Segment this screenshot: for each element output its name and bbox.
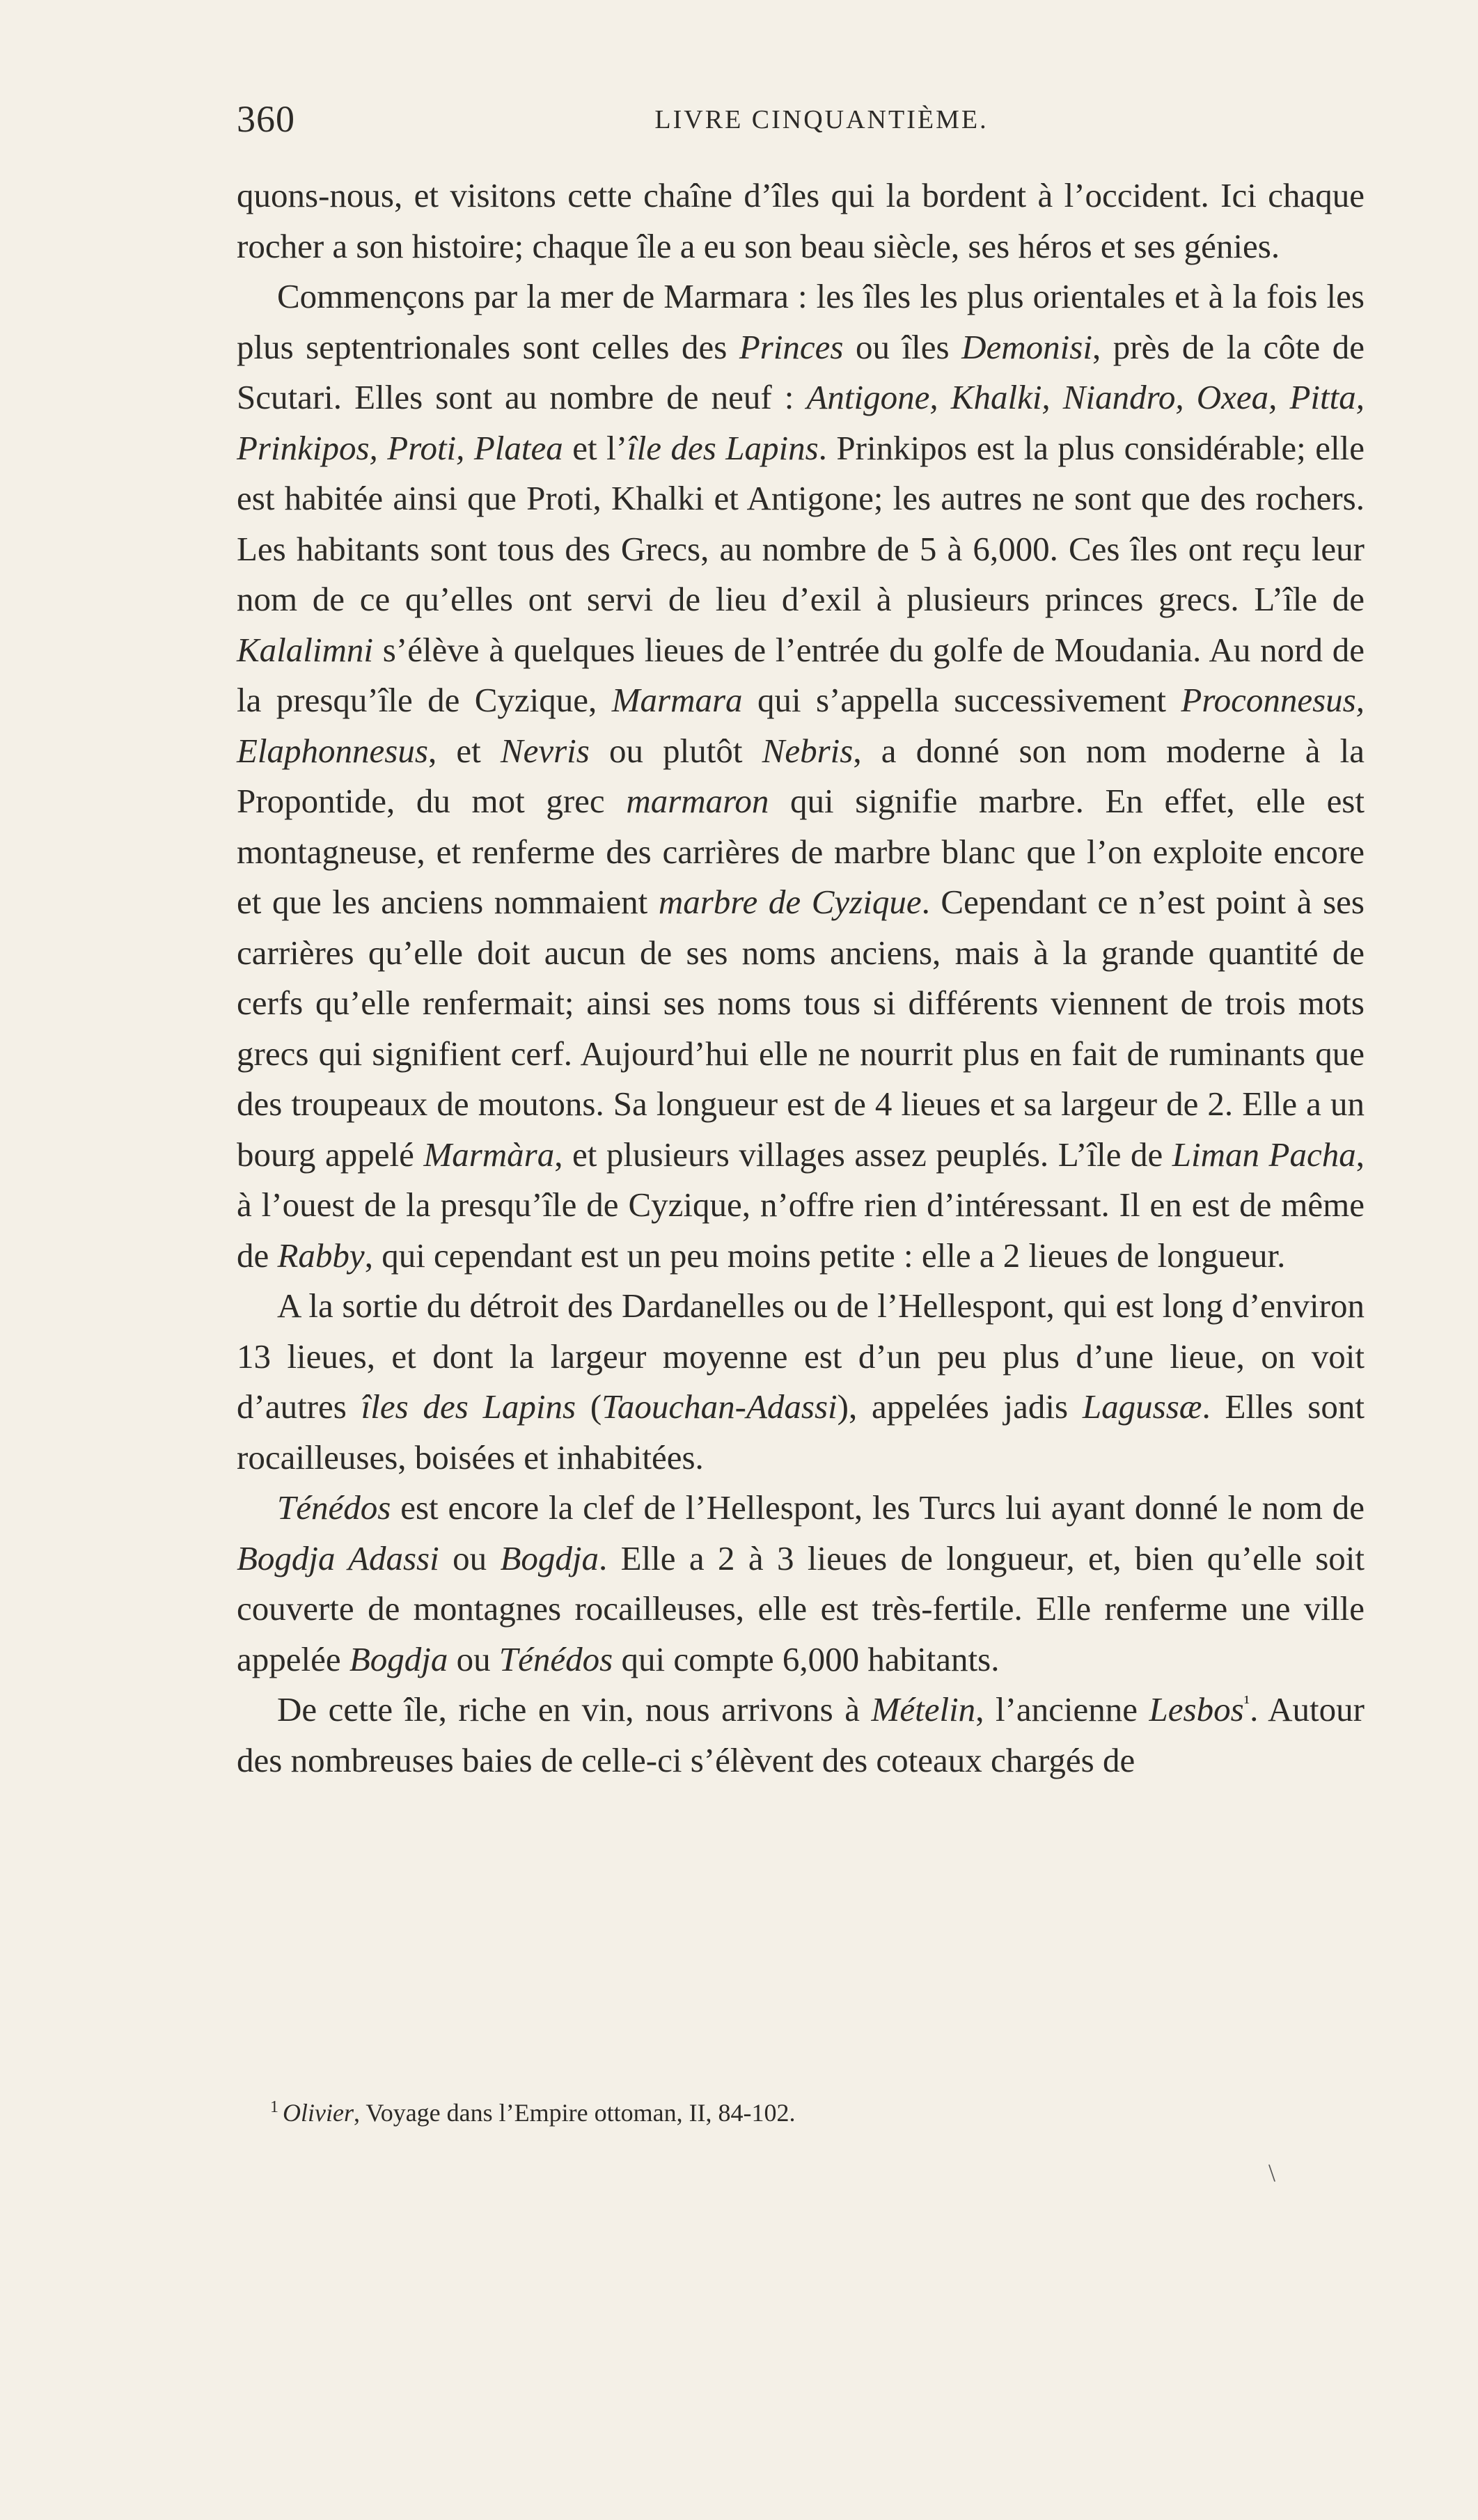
stray-mark: \ xyxy=(1268,2159,1276,2187)
text-run: qui s’appella successivement xyxy=(742,681,1181,719)
text-run: ( xyxy=(576,1387,602,1426)
italic-term: îles des Lapins xyxy=(361,1387,576,1426)
text-run: ou îles xyxy=(843,327,962,366)
text-run: . Cependant ce n’est point à ses carrières qu’elle doit aucun de ses noms anciens, mais à la grande quantité de cerfs qu’elle renfermait; ainsi ses noms tous si différents viennent de trois mots grecs qui signifient cerf. Aujourd’hui elle ne nourrit plus en fait de ruminants que des troupeaux de moutons. Sa longueur est de 4 lieues et sa largeur de 2. Elle a un bourg appelé xyxy=(237,883,1365,1174)
text-run: ou plutôt xyxy=(589,731,762,770)
paragraph xyxy=(237,1685,1365,1786)
text-run: qui compte 6,000 habitants. xyxy=(613,1639,1000,1678)
paragraph xyxy=(237,171,1365,271)
paragraph xyxy=(237,1281,1365,1483)
running-title: LIVRE CINQUANTIÈME. xyxy=(654,105,989,134)
italic-term: île des Lapins xyxy=(627,428,819,467)
italic-term: Nevris xyxy=(500,731,590,770)
text-run: , a donné son nom moderne à la Propontide, du mot grec xyxy=(237,731,1365,820)
italic-term: Liman Pacha xyxy=(1172,1135,1356,1174)
text-run: ), appelées jadis xyxy=(837,1387,1083,1426)
italic-term: Marmara xyxy=(611,681,743,719)
text-run: . Elles sont rocailleuses, boisées et inhabitées. xyxy=(237,1387,1365,1476)
italic-term: Princes xyxy=(739,327,844,366)
italic-term: Demonisi xyxy=(961,327,1092,366)
italic-term: Nebris xyxy=(762,731,854,770)
text-run: De cette île, riche en vin, nous arrivons à xyxy=(277,1690,872,1728)
italic-term: Lagussæ xyxy=(1082,1387,1202,1426)
italic-term: Taouchan-Adassi xyxy=(602,1387,838,1426)
paragraph xyxy=(237,1483,1365,1685)
page-header xyxy=(237,97,1365,153)
italic-term: Bogdja xyxy=(500,1538,599,1577)
italic-term: Kalalimni xyxy=(237,630,374,669)
text-run: , à l’ouest de la presqu’île de Cyzique, n’offre rien d’intéressant. Il en est de même de xyxy=(237,1135,1365,1275)
italic-term: marmaron xyxy=(626,782,769,820)
italic-term: Ténédos xyxy=(498,1639,613,1678)
text-run: A la sortie du détroit des Dardanelles ou de l’Hellespont, qui est long d’environ 13 lieues, et dont la largeur moyenne est d’un peu plus d’une lieue, on voit d’autres xyxy=(237,1286,1365,1426)
text-run: et l’ xyxy=(563,428,628,467)
footnote-number: 1 xyxy=(270,2098,278,2116)
text-run: , et xyxy=(427,731,501,770)
text-run: , l’ancienne xyxy=(975,1690,1149,1728)
italic-term: Mételin xyxy=(871,1690,976,1728)
footnote-text: , Voyage dans l’Empire ottoman, II, 84-102. xyxy=(353,2099,796,2127)
footnote xyxy=(237,2095,1398,2130)
footnote-author: Olivier xyxy=(283,2099,354,2127)
italic-term: Marmàra xyxy=(423,1135,555,1174)
text-run: . Elle a 2 à 3 lieues de longueur, et, bien qu’elle soit couverte de montagnes rocailleuses, elle est très-fertile. Elle renferme une ville appelée xyxy=(237,1538,1365,1678)
text-run: ou xyxy=(448,1639,499,1678)
text-run: , près de la côte de Scutari. Elles sont au nombre de neuf : xyxy=(237,327,1365,416)
page-number: 360 xyxy=(237,98,295,140)
italic-term: Proconnesus, Elaphonnesus xyxy=(237,681,1365,770)
footnote-reference: ¹ xyxy=(1243,1692,1250,1714)
text-run: . Prinkipos est la plus considérable; elle est habitée ainsi que Proti, Khalki et Antigone; les autres ne sont que des rochers. Les habitants sont tous des Grecs, au nombre de 5 à 6,000. Ces îles ont reçu leur nom de ce qu’elles ont servi de lieu d’exil à plusieurs princes grecs. L’île de xyxy=(237,428,1365,618)
text-run: ou xyxy=(439,1538,501,1577)
italic-term: Lesbos xyxy=(1149,1690,1244,1728)
text-run: , qui cependant est un peu moins petite : elle a 2 lieues de longueur. xyxy=(364,1236,1286,1275)
text-run: s’élève à quelques lieues de l’entrée du golfe de Moudania. Au nord de la presqu’île de Cyzique, xyxy=(237,630,1365,719)
italic-term: Rabby xyxy=(277,1236,365,1275)
italic-term: Antigone, Khalki, Niandro, Oxea, Pitta, Prinkipos, Proti, Platea xyxy=(237,378,1365,467)
italic-term: Bogdja Adassi xyxy=(237,1538,439,1577)
text-run: quons-nous, et visitons cette chaîne d’îles qui la bordent à l’occident. Ici chaque rocher a son histoire; chaque île a eu son beau siècle, ses héros et ses génies. xyxy=(237,176,1365,265)
paragraph xyxy=(237,271,1365,1281)
italic-term: Bogdja xyxy=(349,1639,448,1678)
italic-term: Ténédos xyxy=(277,1488,391,1527)
body-text xyxy=(237,171,1365,1786)
text-run: Commençons par la mer de Marmara : les îles les plus orientales et à la fois les plus septentrionales sont celles des xyxy=(237,277,1365,366)
text-run: est encore la clef de l’Hellespont, les Turcs lui ayant donné le nom de xyxy=(391,1488,1365,1527)
italic-term: marbre de Cyzique xyxy=(658,883,922,921)
text-run: qui signifie marbre. En effet, elle est montagneuse, et renferme des carrières de marbre blanc que l’on exploite encore et que les anciens nommaient xyxy=(237,782,1365,921)
text-run: , et plusieurs villages assez peuplés. L’île de xyxy=(554,1135,1172,1174)
text-run: . Autour des nombreuses baies de celle-ci s’élèvent des coteaux chargés de xyxy=(237,1690,1365,1779)
